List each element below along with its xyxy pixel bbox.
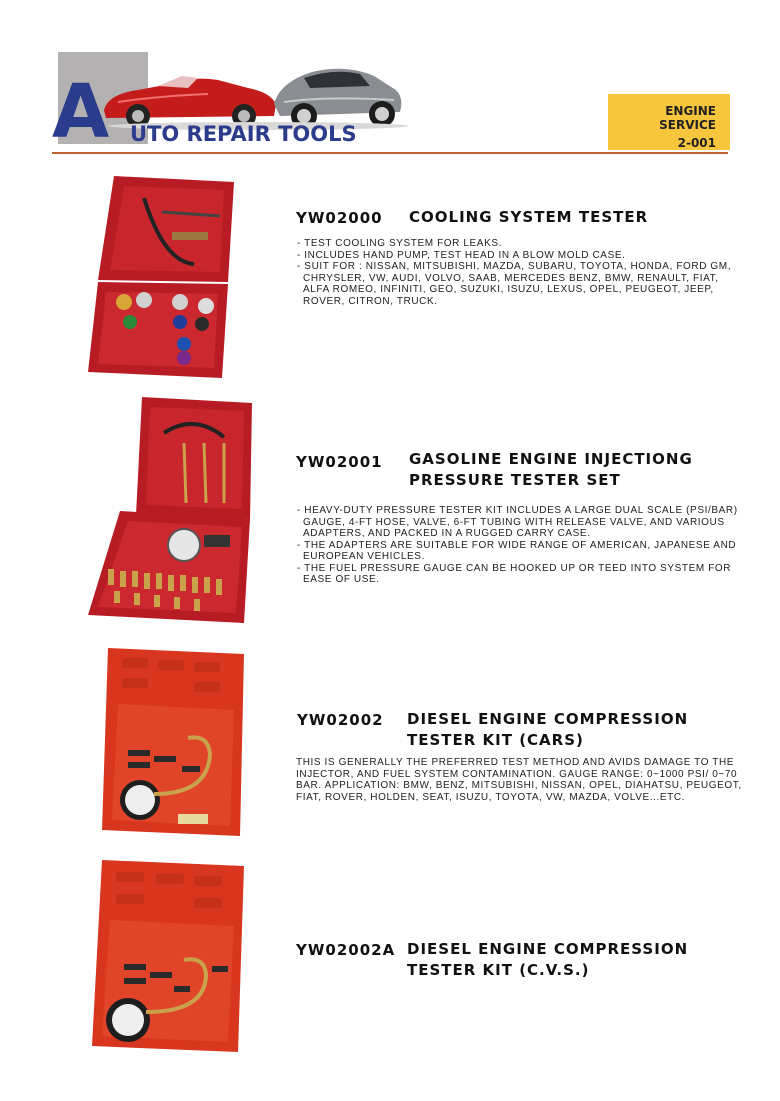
desc-line: EASE OF USE.	[303, 574, 380, 585]
product-title	[407, 709, 688, 751]
desc-line: ADAPTERS, AND PACKED IN A RUGGED CARRY CASE.	[303, 528, 591, 539]
logo-letter: A	[52, 69, 108, 155]
desc-line: - THE FUEL PRESSURE GAUGE CAN BE HOOKED UP OR TEED INTO SYSTEM FOR	[297, 562, 732, 574]
gasoline-tester-photo	[84, 393, 262, 625]
header-divider	[52, 152, 728, 154]
desc-line: - SUIT FOR : NISSAN, MITSUBISHI, MAZDA, SUBARU, TOYOTA, HONDA, FORD GM,	[297, 261, 732, 272]
logo-text: UTO REPAIR TOOLS	[130, 122, 357, 146]
section-badge	[608, 94, 730, 150]
product-title	[409, 449, 693, 491]
product-description	[297, 505, 738, 586]
product-title	[407, 939, 688, 981]
product-title-line: DIESEL ENGINE COMPRESSION	[407, 940, 689, 958]
product-code: YW02002A	[296, 941, 396, 959]
product-title-line: TESTER KIT (C.V.S.)	[407, 961, 590, 979]
badge-line-1: ENGINE	[665, 104, 716, 118]
badge-page-code: 2-001	[677, 136, 716, 150]
product-title-line: GASOLINE ENGINE INJECTIONG	[409, 450, 693, 468]
product-code: YW02000	[296, 209, 383, 227]
desc-line: CHRYSLER, VW, AUDI, VOLVO, SAAB, MERCEDES BENZ, BMW, RENAULT, FIAT,	[303, 272, 719, 284]
product-code: YW02001	[296, 453, 383, 471]
product-description	[296, 757, 742, 803]
desc-line: GAUGE, 4-FT HOSE, VALVE, 6-FT TUBING WITH RELEASE VALVE, AND VARIOUS	[303, 516, 725, 528]
product-code: YW02002	[297, 711, 384, 729]
desc-line: THIS IS GENERALLY THE PREFERRED TEST METHOD AND AVIDS DAMAGE TO THE	[296, 757, 735, 768]
desc-line: - THE ADAPTERS ARE SUITABLE FOR WIDE RANGE OF AMERICAN, JAPANESE AND	[297, 539, 737, 551]
desc-line: INJECTOR, AND FUEL SYSTEM CONTAMINATION. GAUGE RANGE: 0~1000 PSI/ 0~70	[296, 768, 738, 780]
badge-line-2: SERVICE	[659, 118, 716, 132]
product-title-line: DIESEL ENGINE COMPRESSION	[407, 710, 689, 728]
product-description	[297, 238, 731, 307]
product-title	[409, 207, 648, 228]
desc-line: EUROPEAN VEHICLES.	[303, 551, 425, 562]
badge-title	[659, 104, 716, 132]
desc-line: ALFA ROMEO, INFINITI, GEO, SUZUKI, ISUZU, LEXUS, OPEL, PEUGEOT, JEEP,	[303, 284, 714, 295]
product-title-line: PRESSURE TESTER SET	[409, 471, 621, 489]
desc-line: - TEST COOLING SYSTEM FOR LEAKS.	[297, 238, 502, 249]
desc-line: - INCLUDES HAND PUMP, TEST HEAD IN A BLOW MOLD CASE.	[297, 249, 626, 261]
cooling-tester-photo	[84, 172, 240, 382]
desc-line: - HEAVY-DUTY PRESSURE TESTER KIT INCLUDES A LARGE DUAL SCALE (PSI/BAR)	[297, 505, 738, 516]
diesel-tester-cars-photo	[98, 644, 248, 840]
desc-line: FIAT, ROVER, HOLDEN, SEAT, ISUZU, TOYOTA, VW, MAZDA, VOLVE...ETC.	[296, 791, 686, 803]
product-title-line: TESTER KIT (CARS)	[407, 731, 584, 749]
desc-line: BAR. APPLICATION: BMW, BENZ, MITSUBISHI, NISSAN, OPEL, DIAHATSU, PEUGEOT,	[296, 780, 742, 791]
desc-line: ROVER, CITRON, TRUCK.	[303, 295, 438, 307]
product-title-line: COOLING SYSTEM TESTER	[409, 208, 649, 226]
diesel-tester-cvs-photo	[88, 856, 250, 1056]
